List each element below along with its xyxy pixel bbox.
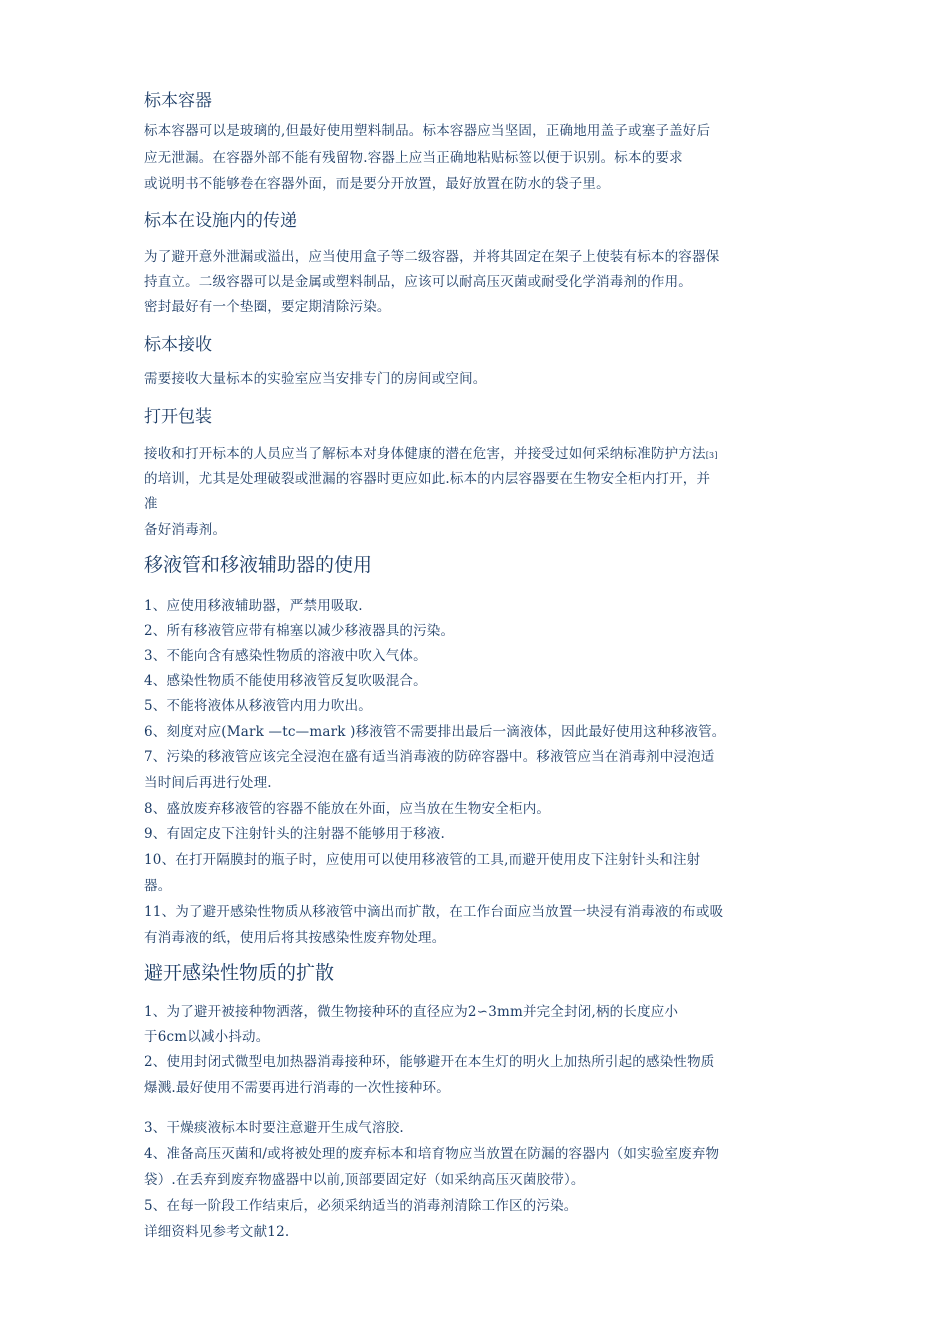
paragraph-line: 持直立。二级容器可以是金属或塑料制品，应该可以耐高压灭菌或耐受化学消毒剂的作用。 bbox=[144, 274, 692, 290]
reference-mark: [3] bbox=[705, 451, 718, 460]
list-item-continuation: 当时间后再进行处理. bbox=[144, 775, 272, 791]
list-item: 6、刻度对应(Mark —tc—mark )移液管不需要排出最后一滴液体，因此最好使用这种移液管。 bbox=[144, 724, 726, 740]
paragraph-line bbox=[144, 442, 718, 462]
section-heading-avoid-spread: 避开感染性物质的扩散 bbox=[144, 962, 335, 984]
paragraph-line: 备好消毒剂。 bbox=[144, 522, 227, 538]
list-item: 2、使用封闭式微型电加热器消毒接种环，能够避开在本生灯的明火上加热所引起的感染性物质 bbox=[144, 1054, 715, 1070]
list-item: 10、在打开隔膜封的瓶子时，应使用可以使用移液管的工具,而避开使用皮下注射针头和注射 bbox=[144, 852, 701, 868]
list-item-continuation: 器。 bbox=[144, 878, 172, 894]
paragraph-line: 应无泄漏。在容器外部不能有残留物.容器上应当正确地粘贴标签以便于识别。标本的要求 bbox=[144, 150, 683, 166]
list-item: 11、为了避开感染性物质从移液管中滴出而扩散，在工作台面应当放置一块浸有消毒液的布或吸 bbox=[144, 904, 724, 920]
list-item: 7、污染的移液管应该完全浸泡在盛有适当消毒液的防碎容器中。移液管应当在消毒剂中浸泡适 bbox=[144, 749, 715, 765]
list-item: 3、干燥痰液标本时要注意避开生成气溶胶. bbox=[144, 1120, 404, 1136]
list-item-continuation: 爆溅.最好使用不需要再进行消毒的一次性接种环。 bbox=[144, 1080, 450, 1096]
paragraph-line: 或说明书不能够卷在容器外面，而是要分开放置，最好放置在防水的袋子里。 bbox=[144, 176, 610, 192]
section-heading-specimen-transfer: 标本在设施内的传递 bbox=[144, 211, 297, 231]
paragraph-line-text: 接收和打开标本的人员应当了解标本对身体健康的潜在危害，并接受过如何采纳标准防护方法 bbox=[144, 446, 706, 462]
section-heading-pipettes: 移液管和移液辅助器的使用 bbox=[144, 554, 373, 576]
paragraph-line: 为了避开意外泄漏或溢出，应当使用盒子等二级容器，并将其固定在架子上使装有标本的容器保 bbox=[144, 249, 720, 265]
reference-note: 详细资料见参考文献12. bbox=[144, 1224, 290, 1240]
list-item: 4、感染性物质不能使用移液管反复吹吸混合。 bbox=[144, 673, 427, 689]
section-heading-opening-packages: 打开包装 bbox=[144, 407, 212, 427]
list-item: 4、准备高压灭菌和/或将被处理的废弃标本和培育物应当放置在防漏的容器内（如实验室废弃物 bbox=[144, 1146, 720, 1162]
list-item: 9、有固定皮下注射针头的注射器不能够用于移液. bbox=[144, 826, 445, 842]
paragraph-line: 标本容器可以是玻璃的,但最好使用塑料制品。标本容器应当坚固，正确地用盖子或塞子盖好后 bbox=[144, 123, 711, 139]
paragraph-line: 密封最好有一个垫圈，要定期清除污染。 bbox=[144, 299, 391, 315]
list-item-continuation: 袋）.在丢弃到废弃物盛器中以前,顶部要固定好（如采纳高压灭菌胶带）。 bbox=[144, 1172, 585, 1188]
list-item-continuation: 有消毒液的纸，使用后将其按感染性废弃物处理。 bbox=[144, 930, 446, 946]
list-item: 5、在每一阶段工作结束后，必须采纳适当的消毒剂清除工作区的污染。 bbox=[144, 1198, 578, 1214]
list-item: 5、不能将液体从移液管内用力吹出。 bbox=[144, 698, 372, 714]
section-heading-specimen-container: 标本容器 bbox=[144, 91, 212, 111]
list-item-continuation: 于6cm以减小抖动。 bbox=[144, 1029, 270, 1045]
list-item: 1、为了避开被接种物洒落，微生物接种环的直径应为2∽3mm并完全封闭,柄的长度应小 bbox=[144, 1004, 679, 1020]
list-item: 2、所有移液管应带有棉塞以减少移液器具的污染。 bbox=[144, 623, 455, 639]
section-heading-specimen-receipt: 标本接收 bbox=[144, 335, 212, 355]
paragraph-line: 需要接收大量标本的实验室应当安排专门的房间或空间。 bbox=[144, 371, 487, 387]
paragraph-line: 准 bbox=[144, 496, 158, 512]
list-item: 3、不能向含有感染性物质的溶液中吹入气体。 bbox=[144, 648, 427, 664]
list-item: 1、应使用移液辅助器，严禁用吸取. bbox=[144, 598, 363, 614]
paragraph-line: 的培训，尤其是处理破裂或泄漏的容器时更应如此.标本的内层容器要在生物安全柜内打开，并 bbox=[144, 471, 711, 487]
list-item: 8、盛放废弃移液管的容器不能放在外面，应当放在生物安全柜内。 bbox=[144, 801, 551, 817]
